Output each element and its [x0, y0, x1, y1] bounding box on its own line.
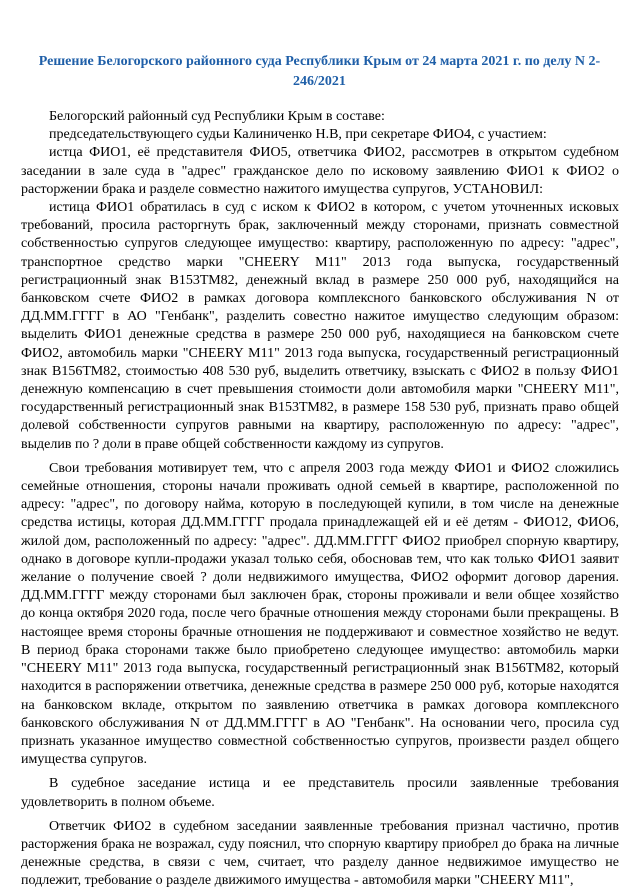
- paragraph-claim: истица ФИО1 обратилась в суд с иском к ФИО2 в котором, с учетом уточненных исковых требований, просила расторгнуть брак, заключенный между сторонами, признать совместной собственностью супругов следующее имущество: квартиру, расположенную по адресу: "адрес", транспортное средство марки "CHEERY M11" 2013 года выпуска, государственный регистрационный знак В153ТМ82, денежный вклад в размере 250 000 руб, находящийся на банковском счете ФИО2 в рамках договора комплексного банковского обслуживания N от ДД.ММ.ГГГГ в АО "Генбанк", разделить совестно нажитое имущество следующим образом: выделить ФИО1 денежные средства в размере 250 000 руб, находящиеся на банковском счете ФИО2, автомобиль марки "CHEERY M11" 2013 года выпуска, государственный регистрационный знак В156ТМ82, стоимостью 408 530 руб, выделить ответчику, взыскать с ФИО2 в пользу ФИО1 денежную компенсацию в счет превышения стоимости доли автомобиля марки "CHEERY M11", государственный регистрационный знак В153ТМ82, в размере 158 530 руб, признать право общей долевой собственности супругов равными на квартиру, расположенную по адресу: "адрес", выделив по ? доли в праве общей собственности каждому из супругов.: [21, 200, 619, 452]
- paragraph-motivation: Свои требования мотивирует тем, что с апреля 2003 года между ФИО1 и ФИО2 сложились семейные отношения, стороны начали проживать одной семьей в квартире, расположенной по адресу: "адрес", по договору найма, которую в последующей купили, в том числе на денежные средства истицы, которая ДД.ММ.ГГГГ продала принадлежащей ей и её детям - ФИО12, ФИО6, жилой дом, расположенный по адресу: "адрес". ДД.ММ.ГГГГ ФИО2 приобрел спорную квартиру, однако в договоре купли-продажи указал только себя, обосновав тем, что как только ФИО1 заявит желание о получение своей ? доли недвижимого имущества, ФИО2 оформит договор дарения. ДД.ММ.ГГГГ между сторонами был заключен брак, стороны проживали и вели общее хозяйство до конца октября 2020 года, после чего брачные отношения между сторонами были прекращены. В настоящее время стороны брачные отношения не поддерживают и совместное хозяйство не ведут. В период брака сторонами также было приобретено следующее имущество: автомобиль марки "CHEERY M11" 2013 года выпуска, государственный регистрационный знак В156ТМ82, который находится в распоряжении ответчика, денежные средства в размере 250 000 руб, которые находятся на банковском вкладе, открытом по заявлению ответчика в рамках договора комплексного банковского обслуживания N от ДД.ММ.ГГГГ в АО "Генбанк". На основании чего, просила суд признать указанное имущество совместной собственностью супругов, произвести раздел общего имущества супругов.: [21, 460, 619, 768]
- paragraph-defendant-position: Ответчик ФИО2 в судебном заседании заявленные требования признал частично, против расторжения брака не возражал, суду пояснил, что спорную квартиру приобрел до брака на личные денежные средства, в связи с чем, считает, что разделу данное недвижимое имущество не подлежит, требование о разделе движимого имущества - автомобиля марки "CHEERY M11",: [21, 818, 619, 889]
- paragraph-court-composition: Белогорский районный суд Республики Крым в составе:: [49, 109, 385, 124]
- paragraph-plaintiff-hearing: В судебное заседание истица и ее представитель просили заявленные требования удовлетворить в полном объеме.: [21, 776, 619, 810]
- document-body: [21, 108, 619, 891]
- document-title: Решение Белогорского районного суда Республики Крым от 24 марта 2021 г. по делу N 2-246/2021: [38, 54, 601, 89]
- paragraph-presiding-judge: председательствующего судьи Калиниченко Н.В, при секретаре ФИО4, с участием:: [49, 127, 547, 143]
- paragraph-participants: истца ФИО1, её представителя ФИО5, ответчика ФИО2, рассмотрев в открытом судебном заседании в зале суда в "адрес" гражданское дело по исковому заявлению ФИО1 к ФИО2 о расторжении брака и разделе совместно нажитого имущества супругов, УСТАНОВИЛ:: [21, 145, 619, 197]
